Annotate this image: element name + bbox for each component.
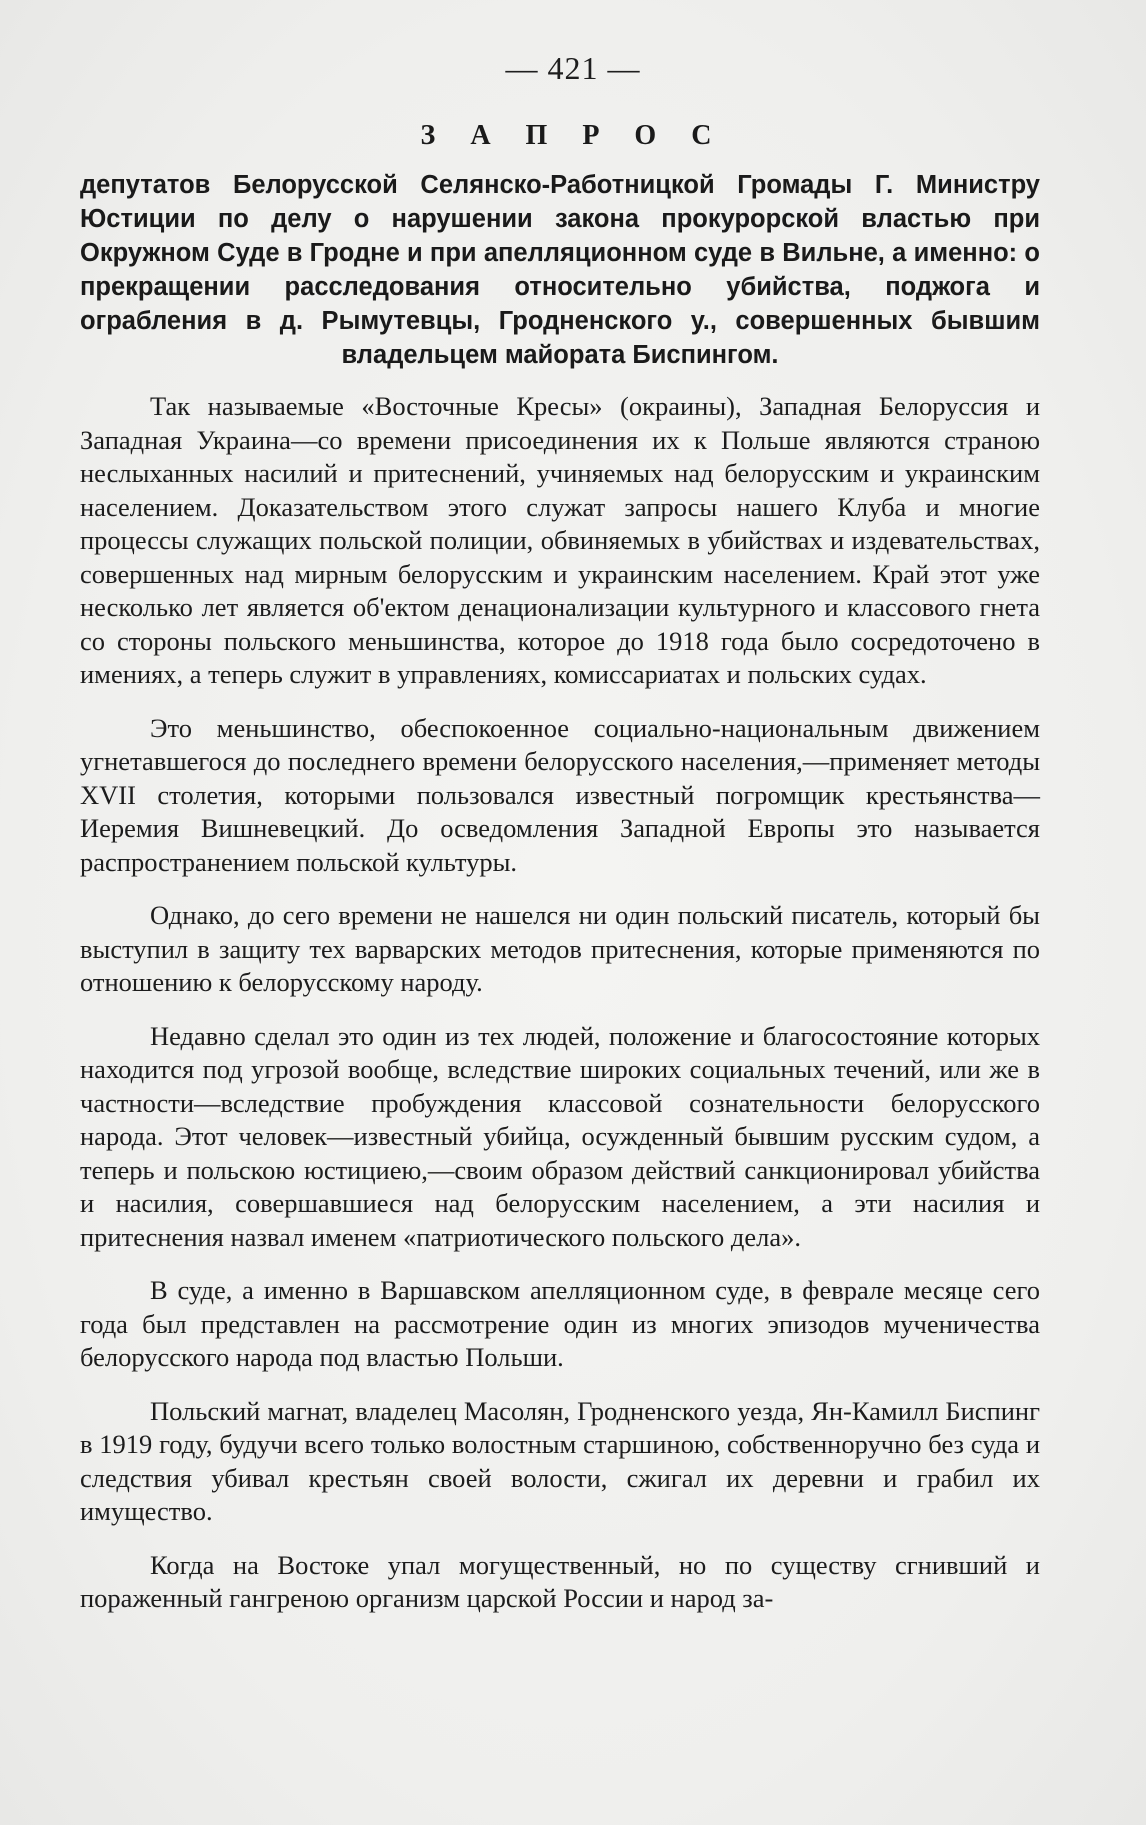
paragraph: Однако, до сего времени не нашелся ни один польский писатель, который бы выступил в защиту тех варварских методов притеснения, которые применяются по отношению к белорусскому народу. [80,900,1040,997]
paragraph: Так называемые «Восточные Кресы» (окраины), Западная Белоруссия и Западная Украина—со времени присоединения их к Польше являются страною неслыханных насилий и притеснений, учиняемых над белорусским и украинским населением. Доказательством этого служат запросы нашего Клуба и многие процессы служащих польской полиции, обвиняемых в убийствах и издевательствах, совершенных над мирным белорусским и украинским населением. Край этот уже несколько лет является об'ектом денационализации культурного и классового гнета со стороны польского меньшинства, которое до 1918 года было сосредоточено в имениях, а теперь служит в управлениях, комиссариатах и польских судах. [80,391,1040,689]
paragraph: Недавно сделал это один из тех людей, положение и благосостояние которых находится под угрозой вообще, вследствие широких социальных течений, или же в частности—вследствие пробуждения классовой сознательности белорусского народа. Этот человек—известный убийца, осужденный бывшим русским судом, а теперь и польскою юстициею,—своим образом действий санкционировал убийства и насилия, совершавшиеся над белорусским населением, а эти насилия и притеснения назвал именем «патриотического польского дела». [80,1020,1040,1252]
paragraph: Польский магнат, владелец Масолян, Гродненского уезда, Ян-Камилл Биспинг в 1919 году, будучи всего только волостным старшиною, собственноручно без суда и следствия убивал крестьян своей волости, сжигал их деревни и грабил их имущество. [80,1395,1040,1526]
page-number: — 421 — [505,50,641,86]
paragraph: Когда на Востоке упал могущественный, но по существу сгнивший и пораженный гангреною организм царской России и народ за- [80,1549,1040,1613]
document-body [80,390,1040,1616]
document-subtitle: депутатов Белорусской Селянско-Работницкой Громады Г. Министру Юстиции по делу о нарушении закона прокурорской властью при Окружном Суде в Гродне и при апелляционном суде в Вильне, а именно: о прекращении расследования относительно убийства, поджога и ограбления в д. Рымутевцы, Гродненского у., совершенных бывшим владельцем майората Биспингом. [80,171,1040,369]
document-title: З А П Р О С [420,120,726,151]
paragraph: Это меньшинство, обеспокоенное социально-национальным движением угнетавшегося до последнего времени белорусского населения,—применяет методы XVII столетия, которыми пользовался известный погромщик крестьянства—Иеремия Вишневецкий. До осведомления Западной Европы это называется распространением польской культуры. [80,712,1040,877]
paragraph: В суде, а именно в Варшавском апелляционном суде, в феврале месяце сего года был представлен на рассмотрение один из многих эпизодов мученичества белорусского народа под властью Польши. [80,1275,1040,1372]
